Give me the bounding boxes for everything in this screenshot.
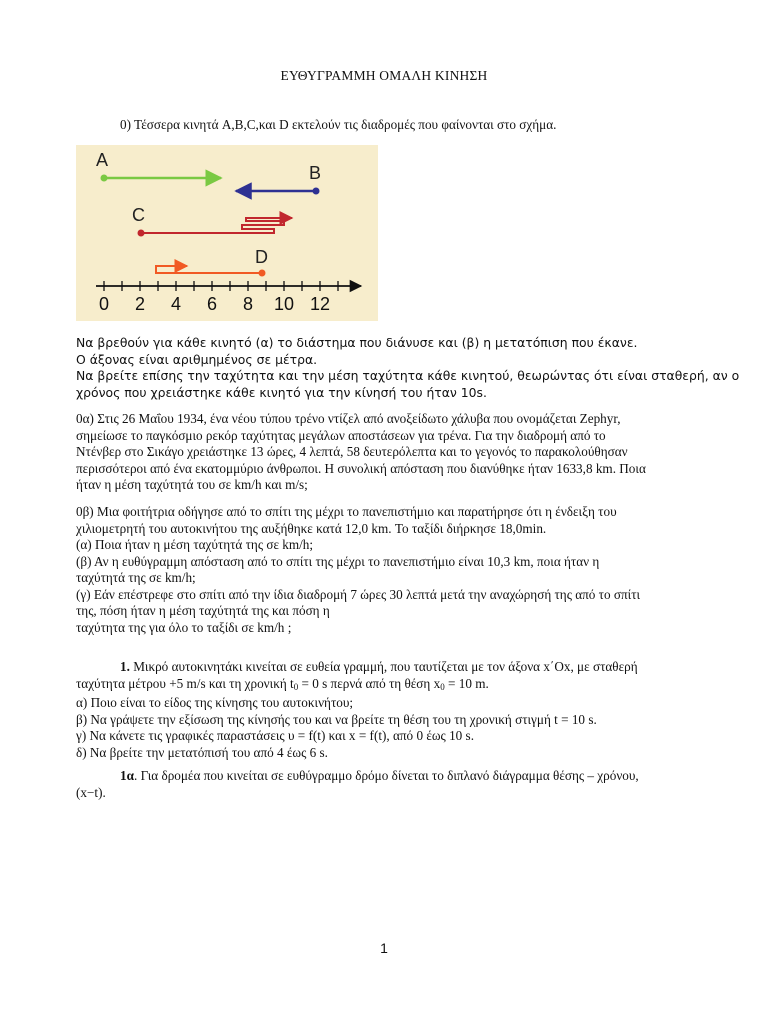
q0-intro: 0) Τέσσερα κινητά A,B,C,και D εκτελούν τις διαδρομές που φαίνονται στο σχήμα.: [120, 117, 557, 132]
q0b-paragraph: 0β) Μια φοιτήτρια οδήγησε από το σπίτι της μέχρι το πανεπιστήμιο και παρατήρησε ότι η ένδειξη του χιλιομετρητή του αυτοκινήτου της αυξήθηκε κατά 12,0 km. Το ταξίδι διήρκησε 18,0min. (α) Ποια ήταν η μέση ταχύτητά της σε km/h; (β) Αν η ευθύγραμμη απόσταση από το σπίτι της μέχρι το πανεπιστήμιο είναι 10,3 km, ποια ήταν η ταχύτητά της σε km/h; (γ) Εάν επέστρεφε στο σπίτι από την ίδια διαδρομή 7 ώρες 30 λεπτά μετά την αναχώρησή της από το σπίτι της, πόση ήταν η μέση ταχύτητά της και πόση η ταχύτητα της για όλο το ταξίδι σε km/h ;: [76, 504, 641, 635]
start-dot-b: [313, 188, 320, 195]
tick-label-8: 8: [242, 294, 254, 314]
tick-label-0: 0: [98, 294, 110, 314]
tick-label-10: 10: [273, 294, 295, 314]
start-dot-a: [101, 175, 108, 182]
q1-number: 1.: [120, 659, 130, 674]
tick-label-2: 2: [134, 294, 146, 314]
start-dot-d: [259, 270, 266, 277]
tick-label-12: 12: [309, 294, 331, 314]
tick-label-4: 4: [170, 294, 182, 314]
q0a-paragraph: 0α) Στις 26 Μαΐου 1934, ένα νέου τύπου τρένο ντίζελ από ανοξείδωτο χάλυβα που ονομάζεται Zephyr, σημείωσε το παγκόσμιο ρεκόρ ταχύτητας μεγάλων αποστάσεων για τρένα. Για την διαδρομή από το Ντένβερ στο Σικάγο χρειάστηκε 13 ώρες, 4 λεπτά, 58 δευτερόλεπτα και το γεγονός το παρακολούθησαν περισσότεροι από ένα εκατομμύριο άνθρωποι. Η συνολική απόσταση που διανύθηκε ήταν 1633,8 km. Ποια ήταν η μέση ταχύτητά του σε km/h και m/s;: [76, 411, 646, 492]
q1a-paragraph: 1α. Για δρομέα που κινείται σε ευθύγραμμο δρόμο δίνεται το διπλανό διάγραμμα θέσης – χρόνου, (x−t).: [76, 768, 639, 800]
tick-label-6: 6: [206, 294, 218, 314]
motion-figure: [76, 145, 378, 321]
label-a: A: [96, 150, 109, 170]
label-b: B: [309, 163, 322, 183]
motion-diagram-svg: [76, 145, 378, 321]
q1a-number: 1α: [120, 768, 134, 783]
label-d: D: [255, 247, 268, 267]
path-c: [141, 218, 292, 233]
path-d: [156, 266, 262, 273]
q1-paragraph: 1. Μικρό αυτοκινητάκι κινείται σε ευθεία γραμμή, που ταυτίζεται με τον άξονα x΄Ox, με σταθερή ταχύτητα μέτρου +5 m/s και τη χρονική $t_0 = 0$ s περνά από τη θέση $x_0 = 10$ m. α) Ποιο είναι το είδος της κίνησης του αυτοκινήτου; β) Να γράψετε την εξίσωση της κίνησής του και να βρείτε τη θέση του τη χρονική στιγμή t = 10 s. γ) Να κάνετε τις γραφικές παραστάσεις υ = f(t) και x = f(t), από 0 έως 10 s. δ) Να βρείτε την μετατόπισή του από 4 έως 6 s.: [76, 659, 638, 760]
q0-questions: Να βρεθούν για κάθε κινητό (α) το διάστημα που διάνυσε και (β) η μετατόπιση που έκανε. Ο άξονας είναι αριθμημένος σε μέτρα. Να βρείτε επίσης την ταχύτητα και την μέση ταχύτητα κάθε κινητού, θεωρώντας ότι είναι σταθερή, αν ο χρόνος που χρειάστηκε κάθε κινητό για την κίνησή του ήταν 10s.: [76, 335, 740, 400]
label-c: C: [132, 205, 145, 225]
page-number: 1: [380, 940, 388, 956]
start-dot-c: [138, 230, 145, 237]
page-title: ΕΥΘΥΓΡΑΜΜΗ ΟΜΑΛΗ ΚΙΝΗΣΗ: [280, 68, 488, 83]
